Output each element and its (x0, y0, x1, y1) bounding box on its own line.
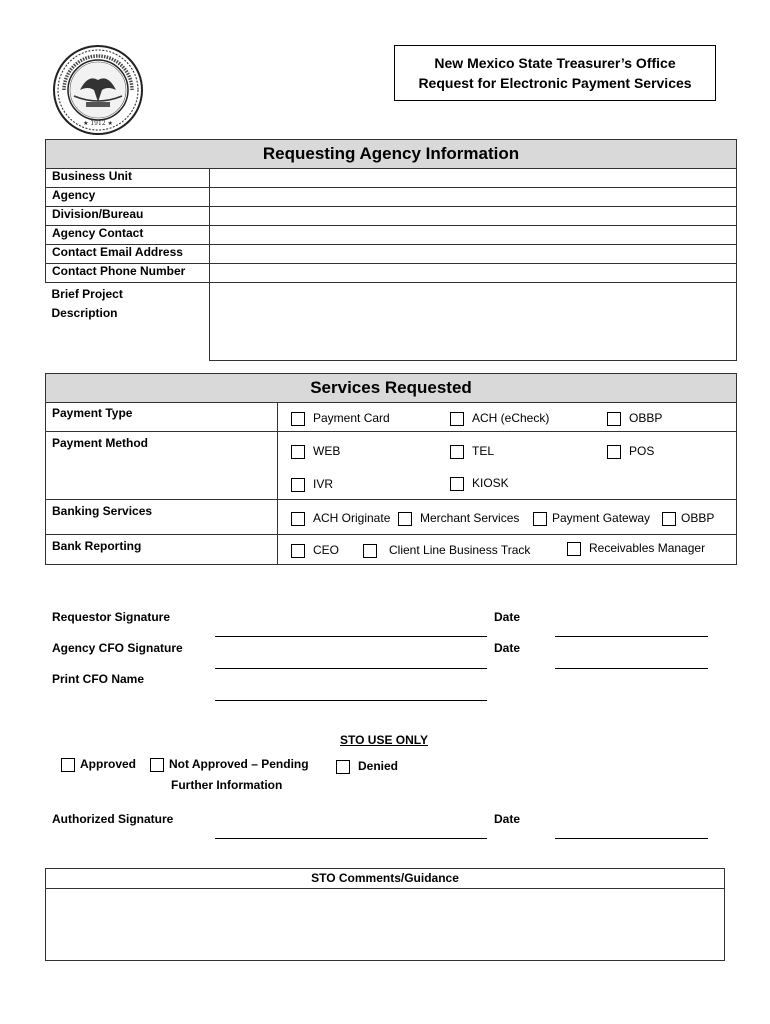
ivr-label: IVR (313, 477, 334, 491)
print-cfo-name-line[interactable] (215, 700, 487, 701)
business-unit-field[interactable] (210, 169, 737, 188)
ceo-checkbox[interactable] (291, 544, 305, 558)
authorized-signature-line[interactable] (215, 838, 487, 839)
project-description-label-line2: Description (51, 306, 118, 320)
option-not-approved[interactable] (150, 757, 309, 772)
requestor-signature-line[interactable] (215, 636, 487, 637)
division-bureau-field[interactable] (210, 207, 737, 226)
option-pos[interactable] (607, 444, 654, 459)
agency-contact-label: Agency Contact (46, 226, 210, 245)
not-approved-label: Not Approved – Pending (169, 757, 309, 771)
kiosk-label: KIOSK (472, 476, 509, 490)
agency-label: Agency (46, 188, 210, 207)
option-ach-originate[interactable] (291, 511, 390, 526)
option-approved[interactable] (61, 757, 136, 772)
authorized-signature-label: Authorized Signature (52, 812, 174, 826)
banking-services-label: Banking Services (46, 500, 278, 535)
contact-phone-label: Contact Phone Number (46, 264, 210, 283)
merchant-services-label: Merchant Services (420, 511, 520, 525)
bank-reporting-label: Bank Reporting (46, 535, 278, 565)
project-description-label-line1: Brief Project (51, 287, 123, 301)
ach-originate-label: ACH Originate (313, 511, 391, 525)
option-obbp-type[interactable] (607, 411, 662, 426)
merchant-services-checkbox[interactable] (398, 512, 412, 526)
option-denied[interactable] (336, 759, 398, 774)
payment-card-checkbox[interactable] (291, 412, 305, 426)
sto-comments-field[interactable] (46, 889, 724, 961)
web-label: WEB (313, 444, 341, 458)
payment-gateway-label: Payment Gateway (552, 511, 651, 525)
state-treasurer-seal (52, 44, 144, 136)
option-payment-gateway[interactable] (533, 511, 650, 526)
business-unit-label: Business Unit (46, 169, 210, 188)
option-web[interactable] (291, 444, 340, 459)
denied-checkbox[interactable] (336, 760, 350, 774)
authorized-date-label: Date (494, 812, 521, 826)
not-approved-label-line2: Further Information (171, 778, 283, 792)
services-table (45, 373, 737, 565)
ach-echeck-label: ACH (eCheck) (472, 411, 550, 425)
print-cfo-name-label: Print CFO Name (52, 672, 145, 686)
option-ach-echeck[interactable] (450, 411, 549, 426)
approved-label: Approved (80, 757, 137, 771)
option-ceo[interactable] (291, 543, 339, 558)
approved-checkbox[interactable] (61, 758, 75, 772)
receivables-manager-checkbox[interactable] (567, 542, 581, 556)
agency-contact-field[interactable] (210, 226, 737, 245)
option-receivables-manager[interactable] (567, 541, 705, 556)
option-kiosk[interactable] (450, 476, 509, 491)
division-bureau-label: Division/Bureau (46, 207, 210, 226)
obbp-banking-checkbox[interactable] (662, 512, 676, 526)
sto-comments-box (45, 868, 725, 961)
option-client-line[interactable] (363, 543, 530, 558)
kiosk-checkbox[interactable] (450, 477, 464, 491)
tel-label: TEL (472, 444, 495, 458)
cfo-date-label: Date (494, 641, 521, 655)
ach-originate-checkbox[interactable] (291, 512, 305, 526)
agency-info-table (45, 139, 737, 361)
denied-label: Denied (358, 759, 399, 773)
agency-field[interactable] (210, 188, 737, 207)
cfo-signature-label: Agency CFO Signature (52, 641, 183, 655)
obbp-type-checkbox[interactable] (607, 412, 621, 426)
form-title-box (394, 45, 716, 101)
client-line-label: Client Line Business Track (389, 543, 531, 557)
option-merchant-services[interactable] (398, 511, 519, 526)
payment-type-label: Payment Type (46, 403, 278, 432)
contact-email-label: Contact Email Address (46, 245, 210, 264)
payment-method-label: Payment Method (46, 432, 278, 500)
services-heading: Services Requested (46, 374, 737, 403)
project-description-label (46, 283, 210, 361)
contact-phone-field[interactable] (210, 264, 737, 283)
form-title-line1: New Mexico State Treasurer’s Office (434, 55, 676, 71)
option-obbp-banking[interactable] (662, 511, 714, 526)
option-ivr[interactable] (291, 477, 333, 492)
sto-use-only-heading: STO USE ONLY (340, 733, 429, 747)
tel-checkbox[interactable] (450, 445, 464, 459)
authorized-date-line[interactable] (555, 838, 708, 839)
payment-gateway-checkbox[interactable] (533, 512, 547, 526)
web-checkbox[interactable] (291, 445, 305, 459)
requestor-date-line[interactable] (555, 636, 708, 637)
svg-text:★ 1912 ★: ★ 1912 ★ (83, 120, 113, 127)
pos-label: POS (629, 444, 655, 458)
project-description-field[interactable] (210, 283, 737, 361)
requestor-date-label: Date (494, 610, 521, 624)
option-tel[interactable] (450, 444, 494, 459)
ach-echeck-checkbox[interactable] (450, 412, 464, 426)
payment-card-label: Payment Card (313, 411, 390, 425)
not-approved-checkbox[interactable] (150, 758, 164, 772)
sto-comments-heading: STO Comments/Guidance (46, 869, 724, 889)
contact-email-field[interactable] (210, 245, 737, 264)
agency-info-heading: Requesting Agency Information (46, 140, 737, 169)
pos-checkbox[interactable] (607, 445, 621, 459)
ivr-checkbox[interactable] (291, 478, 305, 492)
ceo-label: CEO (313, 543, 340, 557)
option-payment-card[interactable] (291, 411, 390, 426)
requestor-signature-label: Requestor Signature (52, 610, 171, 624)
form-title-line2: Request for Electronic Payment Services (418, 75, 692, 91)
obbp-banking-label: OBBP (681, 511, 715, 525)
obbp-type-label: OBBP (629, 411, 663, 425)
cfo-date-line[interactable] (555, 668, 708, 669)
client-line-checkbox[interactable] (363, 544, 377, 558)
cfo-signature-line[interactable] (215, 668, 487, 669)
receivables-manager-label: Receivables Manager (589, 541, 706, 555)
